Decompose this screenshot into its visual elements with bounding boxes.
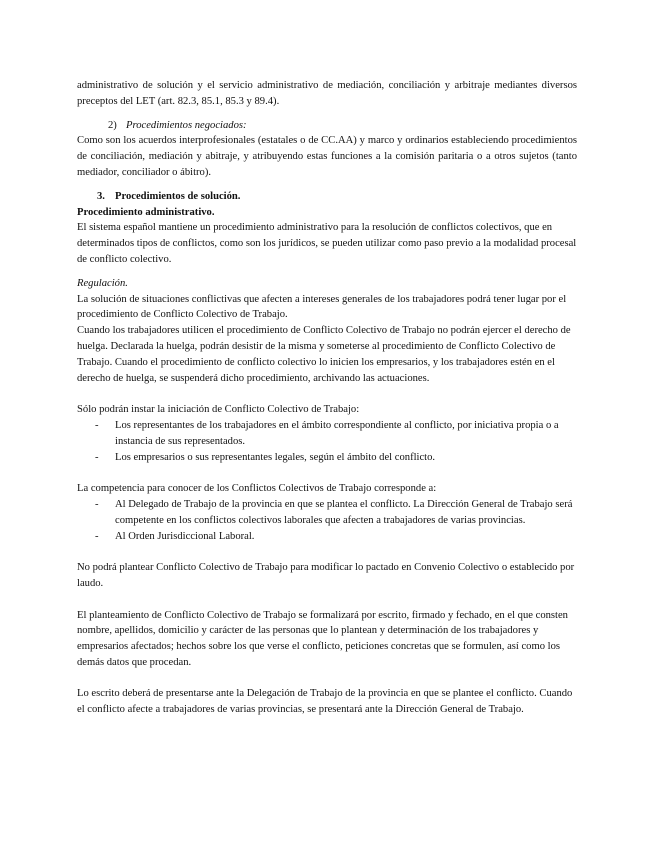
regulacion-heading: Regulación. (77, 277, 128, 289)
document-page (77, 78, 577, 718)
list-item-text: Los representantes de los trabajadores en el ámbito correspondiente al conflicto, por iniciativa propia o a instancia de sus representados. (115, 419, 559, 447)
list-item-text: Al Orden Jurisdiccional Laboral. (115, 530, 255, 542)
section-3-subtitle: Procedimiento administrativo. (77, 206, 215, 218)
list-item (77, 529, 577, 545)
competencia-intro: La competencia para conocer de los Conflictos Colectivos de Trabajo corresponde a: (77, 483, 437, 495)
regulacion-paragraph-2: Cuando los trabajadores utilicen el procedimiento de Conflicto Colectivo de Trabajo no podrán ejercer el derecho de huelga. Declarada la huelga, podrán desistir de la misma y someterse al procedimiento de Conflicto Colectivo de Trabajo. Cuando el procedimiento de conflicto colectivo lo inicien los empresarios, y los trabajadores estén en el derecho de huelga, se suspenderá dicho procedimiento, archivando las actuaciones. (77, 325, 571, 384)
section-2-title: Procedimientos negociados: (126, 119, 247, 131)
dash-bullet: - (95, 451, 99, 463)
section-3-body: El sistema español mantiene un procedimiento administrativo para la resolución de conflictos colectivos, que en determinados tipos de conflictos, como son los jurídicos, se pueden utilizar como paso previo a la modalidad procesal de conflicto colectivo. (77, 222, 577, 265)
list-item-text: Al Delegado de Trabajo de la provincia en que se plantea el conflicto. La Dirección General de Trabajo será competente en los conflictos colectivos laborales que afecten a trabajadores de varias provincias. (115, 498, 573, 526)
section-3-title: Procedimientos de solución. (115, 190, 241, 202)
section-3-heading (77, 189, 577, 205)
intro-paragraph: administrativo de solución y el servicio administrativo de mediación, conciliación y arbitraje mediantes diversos preceptos del LET (art. 82.3, 85.1, 85.3 y 89.4). (77, 80, 577, 107)
section-2-body: Como son los acuerdos interprofesionales (estatales o de CC.AA) y marco y ordinarios estableciendo procedimientos de conciliación, mediación y abitraje, y atribuyendo estas funciones a la comisión paritaria o a otros sujetos (tanto mediador, conciliador o ábitro). (77, 135, 577, 178)
instar-intro: Sólo podrán instar la iniciación de Conflicto Colectivo de Trabajo: (77, 404, 360, 416)
section-2-heading (77, 118, 577, 134)
section-3-number: 3. (97, 190, 105, 202)
regulacion-paragraph-1: La solución de situaciones conflictivas que afecten a intereses generales de los trabajadores podrá tener lugar por el procedimiento de Conflicto Colectivo de Trabajo. (77, 293, 567, 321)
list-item (77, 418, 577, 450)
planteamiento-paragraph: El planteamiento de Conflicto Colectivo de Trabajo se formalizará por escrito, firmado y fechado, en el que consten nombre, apellidos, domicilio y carácter de las personas que lo plantean y determinación de los trabajadores y empresarios afectados; hechos sobre los que verse el conflicto, peticiones concretas que se formulen, así como los demás datos que procedan. (77, 609, 568, 668)
dash-bullet: - (95, 498, 99, 510)
section-2-number: 2) (108, 119, 117, 131)
convenio-paragraph: No podrá plantear Conflicto Colectivo de Trabajo para modificar lo pactado en Convenio Colectivo o establecido por laudo. (77, 562, 575, 589)
instar-list (77, 418, 577, 465)
list-item (77, 497, 577, 529)
dash-bullet: - (95, 419, 99, 431)
list-item (77, 450, 577, 466)
escrito-paragraph: Lo escrito deberá de presentarse ante la Delegación de Trabajo de la provincia en que se plantee el conflicto. Cuando el conflicto afecte a trabajadores de varias provincias, se presentará ante la Dirección General de Trabajo. (77, 688, 573, 716)
competencia-list (77, 497, 577, 544)
dash-bullet: - (95, 530, 99, 542)
list-item-text: Los empresarios o sus representantes legales, según el ámbito del conflicto. (115, 451, 436, 463)
